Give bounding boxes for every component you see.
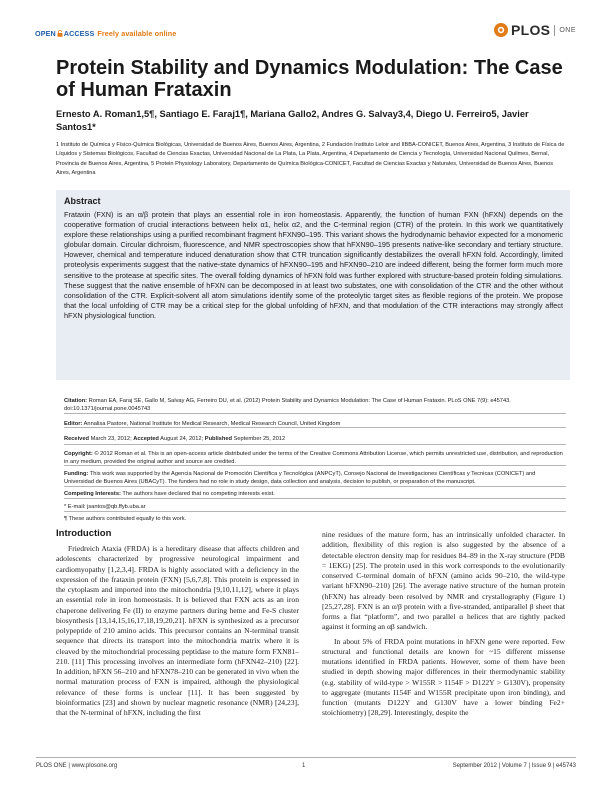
article-title: Protein Stability and Dynamics Modulation: The Case of Human Frataxin [56, 57, 563, 101]
funding-label: Funding: [64, 471, 89, 477]
accepted-date: August 24, 2012; [160, 436, 204, 442]
open-access-lock-icon [57, 30, 63, 37]
one-wordmark: ONE [559, 26, 576, 34]
meta-divider [64, 465, 566, 466]
meta-divider [64, 427, 566, 428]
competing-block [64, 490, 564, 498]
accepted-label: Accepted [133, 436, 159, 442]
meta-divider [64, 498, 566, 499]
competing-label: Competing Interests: [64, 491, 121, 497]
copyright-label: Copyright: [64, 451, 93, 457]
abstract-box [56, 190, 570, 380]
access-label: ACCESS [63, 29, 95, 38]
editor-text: Annalisa Pastore, National Institute for Medical Research, Medical Research Council, United Kingdom [83, 421, 341, 427]
footer-issue: September 2012 | Volume 7 | Issue 9 | e45743 [452, 763, 576, 769]
meta-divider [64, 413, 566, 414]
open-label: OPEN [35, 29, 56, 38]
received-label: Received [64, 436, 89, 442]
received-date: March 23, 2012; [90, 436, 132, 442]
editor-label: Editor: [64, 421, 83, 427]
intro-paragraph-1: Friedreich Ataxia (FRDA) is a hereditary disease that affects children and adolescents characterized by progressive neurological impairment and cardiomyopathy [1,2,3,4]. FRDA is highly associated with a deficiency in the expression of the frataxin protein (FXN) [5,6,7,8]. This protein is expressed in the cytoplasm and imported into the mitochondria [9,10,11,12], where it plays an essential role in iron homeostasis. It is believed that FXN acts as an iron chaperone delivering Fe (II) to enzyme partners during heme and Fe-S cluster biosynthesis [13,14,15,16,17,18,19,20,21]. hFXN is synthesized as a precursor polypeptide of 210 amino acids. This precursor contains an N-terminal transit sequence that directs its transport into the mitochondria matrix where it is cleaved by the mitochondrial processing peptidase to the mature form FXN81–210. [11] This processing involves an intermediate form (hFXN42–210) [22]. In addition, hFXN 56–210 and hFXN78–210 can be generated in vivo when the normal maturation process of FXN is impaired, although the physiological relevance of these forms is unclear [11]. It has been suggested by bioinformatics [23] and shown by nuclear magnetic resonance (NMR) [24,23], that the N-terminal of hFXN, including the first [56, 544, 299, 717]
meta-divider [64, 486, 566, 487]
email-line: * E-mail: jsantos@qb.ffyb.uba.ar [64, 504, 146, 510]
footer-journal: PLOS ONE | www.plosone.org [36, 763, 118, 769]
plos-one-logo [493, 22, 576, 38]
footer-page-number: 1 [302, 763, 306, 769]
copyright-block [64, 450, 564, 466]
abstract-heading: Abstract [64, 196, 101, 206]
meta-divider [64, 444, 566, 445]
affiliations: 1 Instituto de Química y Físico-Química Biológicas, Universidad de Buenos Aires, Buenos Aires, Argentina, 2 Fundación Instituto Leloir and IIBBA-CONICET, Buenos Aires, Argentina, 3 Instituto de Física de Líquidos y Sistemas Biológicos, Facultad de Ciencias Exactas, Universidad Nacional de La Plata, La Plata, Argentina, 4 Departamento de Ciencia y Tecnología, Universidad Nacional Quilmes, Bernal, Provincia de Buenos Aires, Argentina, 5 Protein Physiology Laboratory, Departamento de Química Biológica-CONICET, Facultad de Ciencias Exactas y Naturales, Universidad de Buenos Aires, Buenos Aires, Argentina [56, 142, 565, 177]
intro-paragraph-2: In about 5% of FRDA point mutations in hFXN gene were reported. Few structural and functional details are known for ~15 different missense mutations identified in FRDA patients. However, some of them have been studied in depth showing major differences in their thermodynamic stability (e.g. stability of wild-type > W155R > I154F > D122Y > G130V), propensity to aggregate (mutants I154F and W155R precipitate upon iron binding), and function (mutants D122Y and G130V have a lower binding Fe2+ stoichiometry) [28,29]. Interestingly, despite the [322, 636, 565, 718]
plos-circle-icon [493, 22, 509, 38]
open-access-banner [35, 29, 176, 38]
competing-text: The authors have declared that no competing interests exist. [122, 491, 275, 497]
abstract-text: Frataxin (FXN) is an α/β protein that plays an essential role in iron homeostasis. Apparently, the function of human FXN (hFXN) depends on the cooperative formation of crucial interactions between helix α1, helix α2, and the C-terminal region (CTR) of the protein. In this work we quantitatively explore these relationships using a purified recombinant fragment hFXN90–195. This variant shows the hydrodynamic behavior expected for a monomeric globular domain. Circular dichroism, fluorescence, and NMR spectroscopies show that hFXN90–195 presents native-like secondary and tertiary structure. However, chemical and temperature induced denaturation show that CTR truncation significantly destabilizes the overall hFXN fold. Accordingly, limited proteolysis experiments suggest that the native-state dynamics of hFXN90–195 and hFXN90–210 are indeed different, being the former form much more sensitive to the protease at specific sites. The overall folding dynamics of hFXN fold was further explored with structure-based protein folding simulations. These suggest that the native ensemble of hFXN can be decomposed in at least two substates, one with consolidation of the CTR and the other without consolidation of the CTR. Explicit-solvent all atom simulations identify some of the proteolytic target sites as flexible regions of the protein. We propose that the local unfolding of CTR may be a critical step for the global unfolding of hFXN, and that modulation of the CTR interactions may strongly affect hFXN physiological function. [64, 210, 563, 320]
meta-divider [64, 511, 566, 512]
plos-wordmark: PLOS [511, 22, 551, 38]
equal-contribution-line: ¶ These authors contributed equally to this work. [64, 516, 187, 522]
page-footer [0, 757, 612, 775]
footer-rule [36, 757, 576, 758]
copyright-text: © 2012 Roman et al. This is an open-access article distributed under the terms of the Creative Commons Attribution License, which permits unrestricted use, distribution, and reproduction in any medium, provided the original author and source are credited. [64, 451, 563, 465]
citation-text: Roman EA, Faraj SE, Gallo M, Salvay AG, Ferreiro DU, et al. (2012) Protein Stability and Dynamics Modulation: The Case of Human Frataxin. PLoS ONE 7(9): e45743. doi:10.1371/journal.pone.0045743 [64, 398, 511, 412]
funding-block [64, 470, 564, 486]
funding-text: This work was supported by the Agencia Nacional de Promoción Científica y Tecnológica (ANPCyT), Consejo Nacional de Investigaciones Científicas y Tecnicas (CONICET) and Universidad de Buenos Aires (UBACyT). The funders had no role in study design, data collection and analysis, decision to publish, or preparation of the manuscript. [64, 471, 536, 485]
right-column [322, 530, 565, 750]
dates-block [64, 435, 564, 443]
citation-block [64, 397, 564, 413]
free-available-label: Freely available online [97, 29, 177, 38]
left-column [56, 544, 299, 749]
published-label: Published [204, 436, 232, 442]
introduction-heading: Introduction [56, 528, 112, 539]
logo-separator [554, 25, 555, 36]
published-date: September 25, 2012 [233, 436, 286, 442]
author-list: Ernesto A. Roman1,5¶, Santiago E. Faraj1¶, Mariana Gallo2, Andres G. Salvay3,4, Diego U. Ferreiro5, Javier Santos1* [56, 109, 529, 132]
citation-label: Citation: [64, 398, 88, 404]
intro-paragraph-continued: nine residues of the mature form, has an intrinsically unfolded character. In addition, flexibility of this region is also suggested by the absence of a detectable electron density map for residues 84–89 in the X-ray structure (PDB = 1EKG) [25]. The protein used in this work corresponds to the evolutionarily conserved C-terminal domain of hFXN (amino acids 90–210, the wild-type variant hFXN90–210) [26]. The average native structure of the human protein (hFXN) has already been resolved by NMR and crystallography (Figure 1) [25,27,28]. FXN is an α/β protein with a five-stranded, antiparallel β sheet that forms a flat “platform”, and two parallel α helices that are tightly packed against it forming an αβ sandwich. [322, 530, 565, 632]
